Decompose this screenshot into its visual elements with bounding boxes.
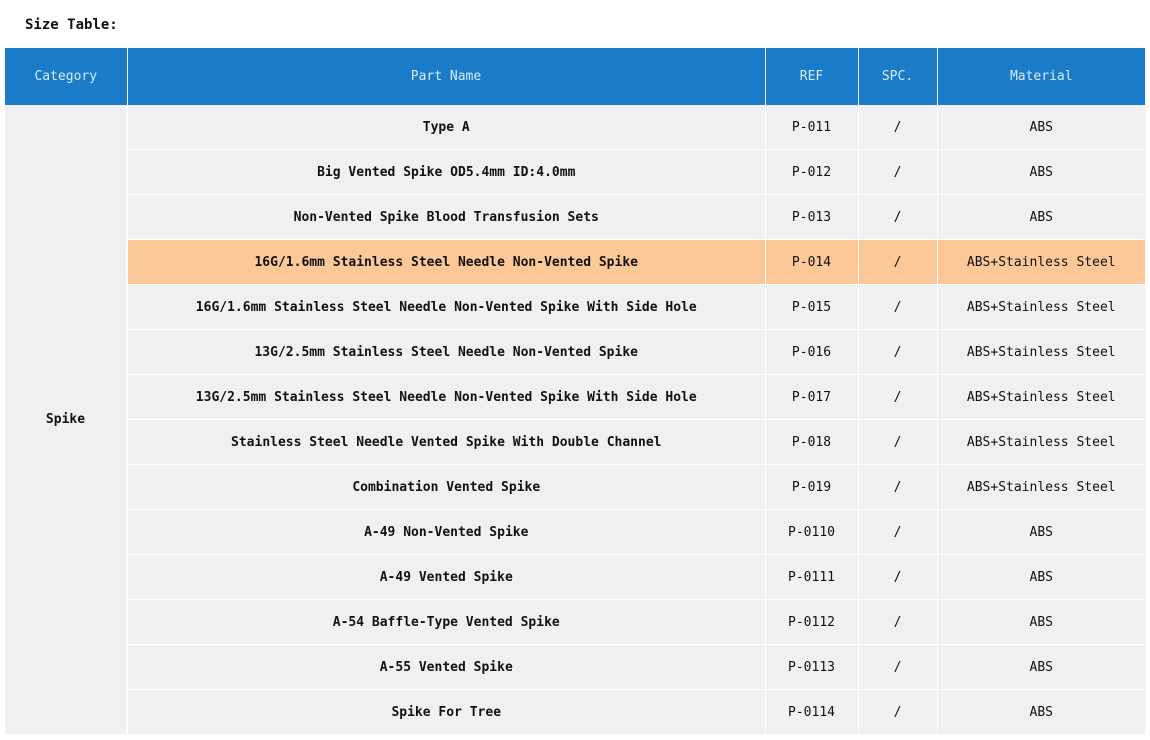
part-name-cell: Non-Vented Spike Blood Transfusion Sets [127, 195, 765, 240]
table-row [5, 240, 1145, 285]
spc-cell: / [858, 150, 937, 195]
spc-cell: / [858, 645, 937, 690]
part-name-cell: A-54 Baffle-Type Vented Spike [127, 600, 765, 645]
part-name-cell: 13G/2.5mm Stainless Steel Needle Non-Vented Spike [127, 330, 765, 375]
part-name-cell: Combination Vented Spike [127, 465, 765, 510]
material-cell: ABS [937, 690, 1145, 735]
column-header-part-name: Part Name [127, 48, 765, 105]
table-body [5, 105, 1145, 735]
spc-cell: / [858, 105, 937, 150]
table-row [5, 465, 1145, 510]
spc-cell: / [858, 330, 937, 375]
material-cell: ABS+Stainless Steel [937, 240, 1145, 285]
spc-cell: / [858, 240, 937, 285]
material-cell: ABS+Stainless Steel [937, 465, 1145, 510]
table-row [5, 330, 1145, 375]
material-cell: ABS+Stainless Steel [937, 420, 1145, 465]
column-header-category: Category [5, 48, 127, 105]
table-row [5, 510, 1145, 555]
spc-cell: / [858, 600, 937, 645]
part-name-cell: Stainless Steel Needle Vented Spike With Double Channel [127, 420, 765, 465]
material-cell: ABS [937, 555, 1145, 600]
column-header-material: Material [937, 48, 1145, 105]
ref-cell: P-0114 [765, 690, 858, 735]
part-name-cell: Big Vented Spike OD5.4mm ID:4.0mm [127, 150, 765, 195]
ref-cell: P-0113 [765, 645, 858, 690]
spc-cell: / [858, 375, 937, 420]
part-name-cell: 13G/2.5mm Stainless Steel Needle Non-Vented Spike With Side Hole [127, 375, 765, 420]
spc-cell: / [858, 465, 937, 510]
material-cell: ABS+Stainless Steel [937, 375, 1145, 420]
ref-cell: P-0112 [765, 600, 858, 645]
material-cell: ABS [937, 645, 1145, 690]
spc-cell: / [858, 555, 937, 600]
table-row [5, 645, 1145, 690]
ref-cell: P-019 [765, 465, 858, 510]
table-row [5, 420, 1145, 465]
material-cell: ABS [937, 150, 1145, 195]
ref-cell: P-0110 [765, 510, 858, 555]
part-name-cell: A-49 Vented Spike [127, 555, 765, 600]
table-header-row [5, 48, 1145, 105]
ref-cell: P-015 [765, 285, 858, 330]
ref-cell: P-012 [765, 150, 858, 195]
material-cell: ABS+Stainless Steel [937, 285, 1145, 330]
material-cell: ABS [937, 105, 1145, 150]
part-name-cell: Spike For Tree [127, 690, 765, 735]
ref-cell: P-013 [765, 195, 858, 240]
ref-cell: P-014 [765, 240, 858, 285]
spc-cell: / [858, 195, 937, 240]
spc-cell: / [858, 510, 937, 555]
ref-cell: P-017 [765, 375, 858, 420]
size-table-heading: Size Table: [25, 17, 118, 33]
part-name-cell: 16G/1.6mm Stainless Steel Needle Non-Vented Spike [127, 240, 765, 285]
material-cell: ABS [937, 510, 1145, 555]
material-cell: ABS [937, 195, 1145, 240]
part-name-cell: A-55 Vented Spike [127, 645, 765, 690]
table-row [5, 690, 1145, 735]
part-name-cell: Type A [127, 105, 765, 150]
ref-cell: P-018 [765, 420, 858, 465]
table-row [5, 195, 1145, 240]
part-name-cell: A-49 Non-Vented Spike [127, 510, 765, 555]
material-cell: ABS+Stainless Steel [937, 330, 1145, 375]
table-row [5, 375, 1145, 420]
spc-cell: / [858, 420, 937, 465]
table-row [5, 285, 1145, 330]
table-row [5, 150, 1145, 195]
size-table [5, 48, 1145, 735]
column-header-ref: REF [765, 48, 858, 105]
category-cell: Spike [5, 105, 127, 735]
part-name-cell: 16G/1.6mm Stainless Steel Needle Non-Vented Spike With Side Hole [127, 285, 765, 330]
spc-cell: / [858, 690, 937, 735]
table-row [5, 555, 1145, 600]
ref-cell: P-011 [765, 105, 858, 150]
spc-cell: / [858, 285, 937, 330]
column-header-spc: SPC. [858, 48, 937, 105]
material-cell: ABS [937, 600, 1145, 645]
table-row [5, 600, 1145, 645]
table-row [5, 105, 1145, 150]
ref-cell: P-0111 [765, 555, 858, 600]
ref-cell: P-016 [765, 330, 858, 375]
